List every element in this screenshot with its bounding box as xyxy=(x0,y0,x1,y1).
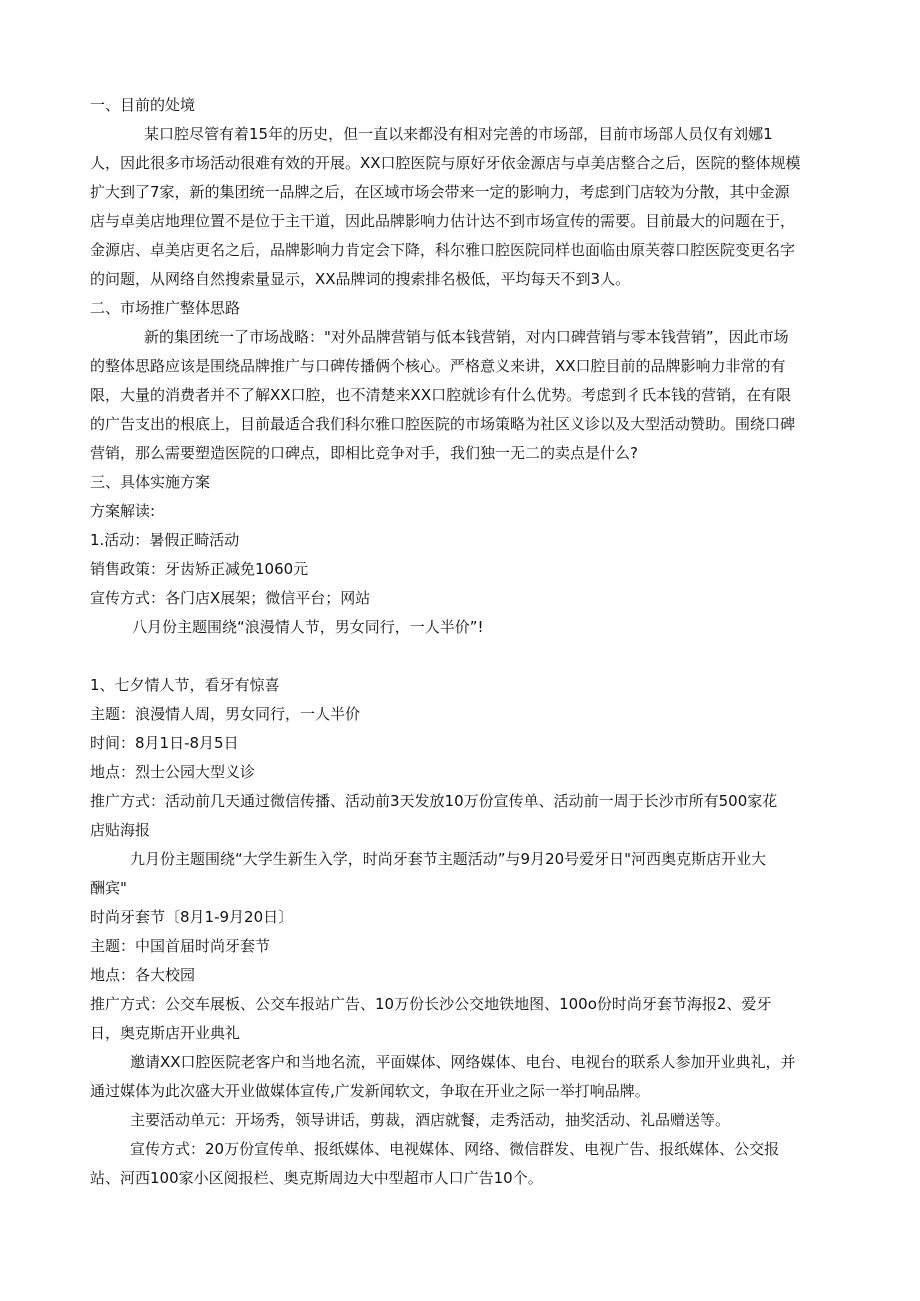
paragraph-line: 限，大量的消费者并不了解XX口腔，也不清楚来XX口腔就诊有什么优势。考虑到彳氏本钱的营销，在有限 xyxy=(90,386,792,404)
paragraph-line: 的整体思路应该是围绕品牌推广与口碑传播俩个核心。严格意义来讲，XX口腔目前的品牌影响力非常的有 xyxy=(90,357,786,375)
plan-interpretation-label: 方案解读: xyxy=(90,502,156,520)
paragraph-line: 店与卓美店地理位置不是位于主干道，因此品牌影响力估计达不到市场宣传的需要。目前最大的问题在于， xyxy=(90,212,796,230)
section-heading-current-situation: 一、目前的处境 xyxy=(90,96,196,114)
paragraph-line: 日，奥克斯店开业典礼 xyxy=(90,1024,241,1042)
activity-line: 1.活动：暑假正畸活动 xyxy=(90,531,240,549)
main-activities-line: 主要活动单元：开场秀，领导讲话，剪裁，酒店就餐，走秀活动，抽奖活动、礼品赠送等。 xyxy=(130,1111,731,1129)
promotion-method-line: 宣传方式：20万份宣传单、报纸媒体、电视媒体、网络、微信群发、电视广告、报纸媒体、公交报 xyxy=(130,1140,780,1158)
paragraph-line: 营销，那么需要塑造医院的口碑点，即相比竞争对手，我们独一无二的卖点是什么? xyxy=(90,444,638,462)
paragraph-line: 某口腔尽管有着15年的历史，但一直以来都没有相对完善的市场部，目前市场部人员仅有刘娜1 xyxy=(144,125,773,143)
paragraph-line: 新的集团统一了市场战略："对外品牌营销与低本钱营销，对内口碑营销与零本钱营销”，因此市场 xyxy=(144,328,789,346)
promotion-method-line: 推广方式：活动前几天通过微信传播、活动前3天发放10万份宣传单、活动前一周于长沙市所有500家花 xyxy=(90,792,778,810)
paragraph-line: 扩大到了7家，新的集团统一品牌之后，在区域市场会带来一定的影响力，考虑到门店较为分散，其中金源 xyxy=(90,183,790,201)
location-line: 地点：各大校园 xyxy=(90,966,196,984)
paragraph-line: 的问题，从网络自然搜索量显示，XX品牌词的搜索排名极低，平均每天不到3人。 xyxy=(90,270,631,288)
theme-line: 主题：浪漫情人周，男女同行，一人半价 xyxy=(90,705,361,723)
location-line: 地点：烈士公园大型义诊 xyxy=(90,763,256,781)
qixi-heading: 1、七夕情人节，看牙有惊喜 xyxy=(90,676,280,694)
time-line: 时间：8月1日-8月5日 xyxy=(90,734,239,752)
promotion-method-line: 宣传方式：各门店X展架；微信平台；网站 xyxy=(90,589,371,607)
paragraph-line: 金源店、卓美店更名之后，品牌影响力肯定会下降，科尔雅口腔医院同样也面临由原芙蓉口腔医院变更名字 xyxy=(90,241,796,259)
paragraph-line: 人，因此很多市场活动很难有效的开展。XX口腔医院与原好牙依金源店与卓美店整合之后，医院的整体规模 xyxy=(90,154,801,172)
promotion-method-line: 推广方式：公交车展板、公交车报站广告、10万份长沙公交地铁地图、100o份时尚牙套节海报2、爱牙 xyxy=(90,995,772,1013)
paragraph-line: 的广告支出的根底上，目前最适合我们科尔雅口腔医院的市场策略为社区义诊以及大型活动赞助。围绕口碑 xyxy=(90,415,796,433)
paragraph-line: 酬宾" xyxy=(90,879,127,897)
invitation-line: 邀请XX口腔医院老客户和当地名流，平面媒体、网络媒体、电台、电视台的联系人参加开业典礼，并 xyxy=(130,1053,796,1071)
paragraph-line: 通过媒体为此次盛大开业做媒体宣传,广发新闻软文，争取在开业之际一举打响品牌。 xyxy=(90,1082,650,1100)
section-heading-implementation-plan: 三、具体实施方案 xyxy=(90,473,211,491)
theme-line: 主题：中国首届时尚牙套节 xyxy=(90,937,271,955)
paragraph-line: 店贴海报 xyxy=(90,821,151,839)
braces-festival-line: 时尚牙套节〔8月1-9月20日〕 xyxy=(90,908,294,926)
september-theme-line: 九月份主题围绕“大学生新生入学，时尚牙套节主题活动”与9月20号爱牙日"河西奥克斯店开业大 xyxy=(130,850,767,868)
paragraph-line: 站、河西100家小区阅报栏、奥克斯周边大中型超市人口广告10个。 xyxy=(90,1169,543,1187)
sales-policy-line: 销售政策：牙齿矫正减免1060元 xyxy=(90,560,309,578)
august-theme-line: 八月份主题围绕“浪漫情人节，男女同行，一人半价”! xyxy=(132,618,484,636)
section-heading-overall-approach: 二、市场推广整体思路 xyxy=(90,299,241,317)
